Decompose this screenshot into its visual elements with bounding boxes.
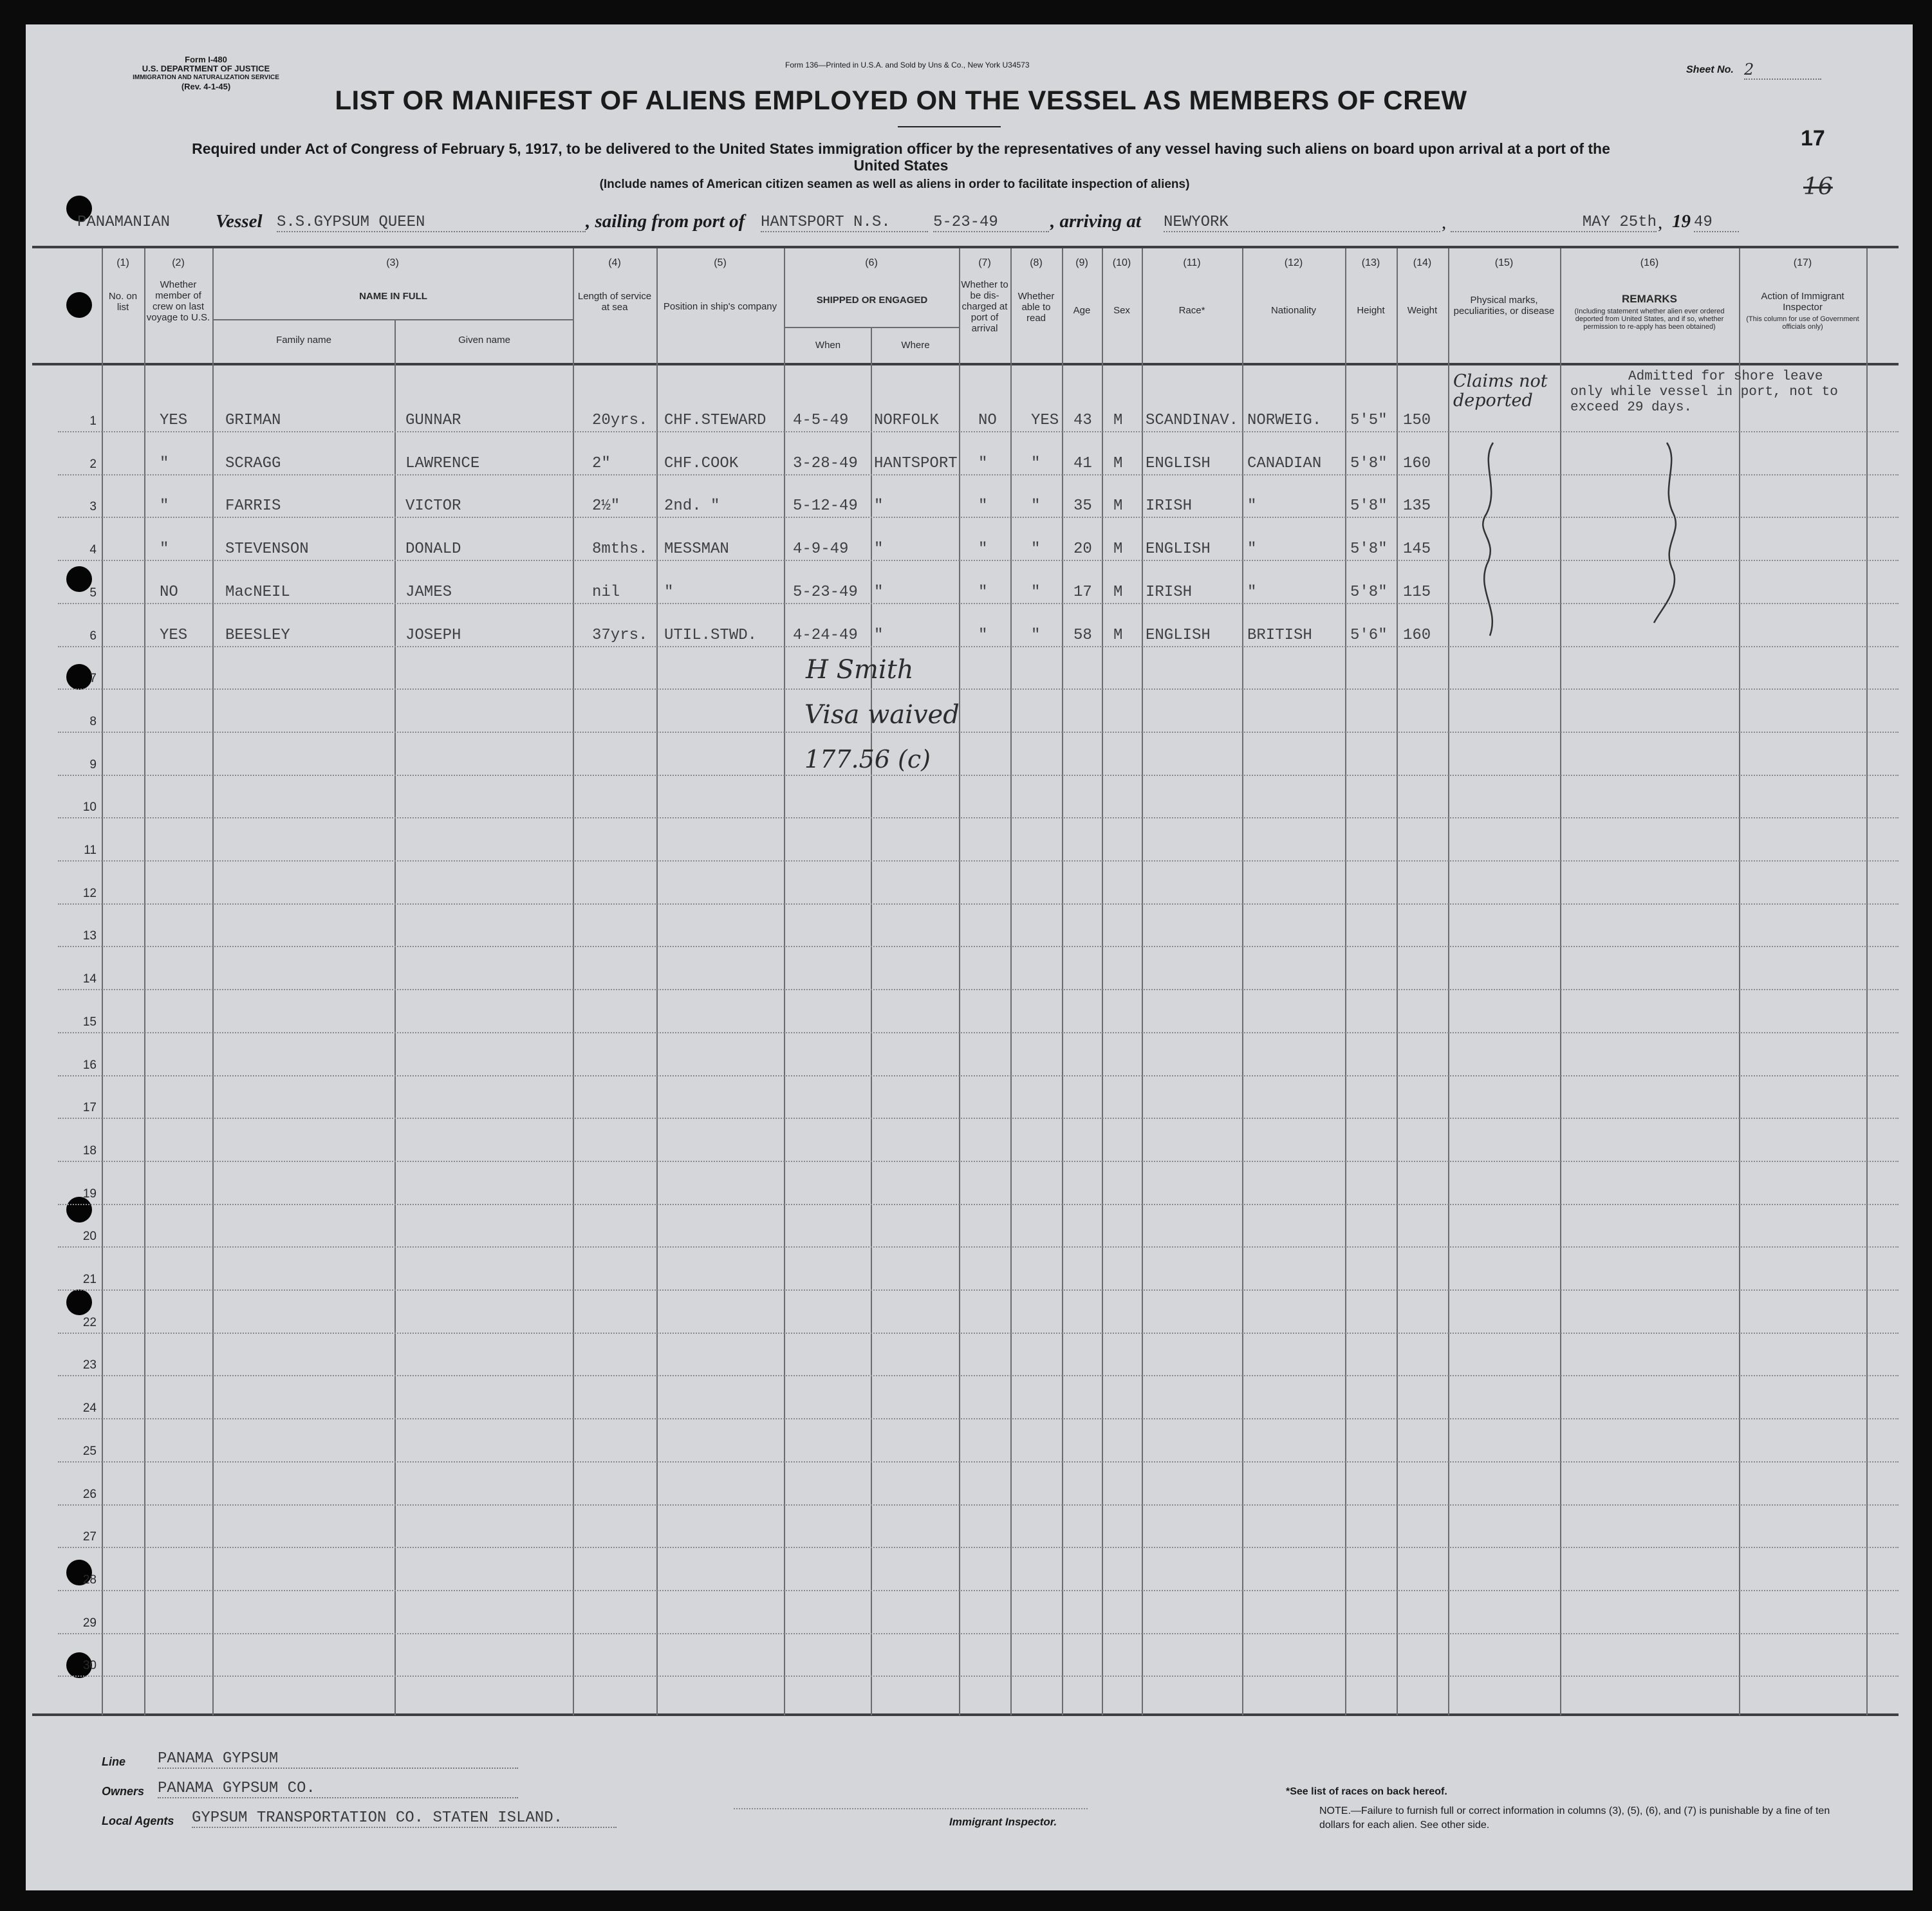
column-divider xyxy=(573,248,574,1715)
crew-when-cell: 5-12-49 xyxy=(793,497,858,515)
sheet-number: 2 xyxy=(1744,60,1821,80)
crew-read-cell: " xyxy=(1031,626,1041,644)
crew-given-cell: GUNNAR xyxy=(405,412,461,429)
header-no-on-list: No. on list xyxy=(108,291,138,313)
sailing-port: HANTSPORT N.S. xyxy=(761,214,928,232)
row-rule xyxy=(58,431,1899,432)
col-num: (11) xyxy=(1183,257,1201,268)
crew-service-cell: 37yrs. xyxy=(592,626,648,644)
column-divider xyxy=(1142,248,1143,1715)
arrival-date: MAY 25th xyxy=(1451,214,1657,232)
crew-height-cell: 5'8" xyxy=(1350,540,1388,559)
crew-sex-cell: M xyxy=(1113,454,1123,472)
col-num: (14) xyxy=(1413,257,1432,268)
line-number: 24 xyxy=(82,1401,97,1416)
crew-when-cell: 4-5-49 xyxy=(793,412,849,429)
row-rule xyxy=(58,1161,1899,1162)
inspector-signature-line xyxy=(734,1808,1088,1809)
crew-position-cell: " xyxy=(664,583,674,601)
crew-nationality-cell: " xyxy=(1247,497,1257,515)
column-divider xyxy=(144,248,145,1715)
crew-where-cell: " xyxy=(874,540,884,559)
race-note: *See list of races on back hereof. xyxy=(1286,1786,1447,1797)
crew-race-cell: ENGLISH xyxy=(1146,540,1211,559)
crew-family-cell: SCRAGG xyxy=(225,454,281,472)
crew-height-cell: 5'8" xyxy=(1350,497,1388,515)
vessel-label: Vessel xyxy=(216,211,263,232)
brace-mark xyxy=(1474,436,1512,642)
line-number: 11 xyxy=(84,844,97,857)
line-number: 25 xyxy=(82,1444,97,1458)
line-number: 28 xyxy=(82,1573,97,1587)
vessel-flag: PANAMANIAN xyxy=(77,214,171,231)
crew-discharged-cell: " xyxy=(978,454,988,472)
arrival-year: 49 xyxy=(1694,214,1739,232)
table-top-rule xyxy=(32,246,1899,248)
punch-hole xyxy=(66,1289,92,1315)
crew-family-cell: FARRIS xyxy=(225,497,281,515)
line-number: 1 xyxy=(89,414,97,428)
crew-member-cell: YES xyxy=(160,626,188,644)
crew-weight-cell: 160 xyxy=(1403,626,1431,644)
line-number: 2 xyxy=(89,457,97,471)
row-rule xyxy=(58,517,1899,518)
line-number: 20 xyxy=(82,1230,97,1244)
sheet-label: Sheet No. xyxy=(1686,64,1734,75)
crew-weight-cell: 150 xyxy=(1403,412,1431,429)
row-rule xyxy=(58,1375,1899,1376)
crew-discharged-cell: " xyxy=(978,626,988,644)
crew-nationality-cell: BRITISH xyxy=(1247,626,1312,644)
crew-sex-cell: M xyxy=(1113,583,1123,601)
header-physical-marks: Physical marks, peculiarities, or disease xyxy=(1453,295,1555,317)
crew-when-cell: 3-28-49 xyxy=(793,454,858,472)
col-num: (15) xyxy=(1494,257,1514,268)
col-num: (5) xyxy=(714,257,727,268)
crew-position-cell: CHF.COOK xyxy=(664,454,739,472)
line-number: 6 xyxy=(89,629,97,643)
col-num: (2) xyxy=(172,257,185,268)
col-num: (4) xyxy=(608,257,621,268)
comma: , xyxy=(1442,212,1447,233)
column-divider xyxy=(871,328,872,1715)
arriving-label: , arriving at xyxy=(1050,211,1141,232)
crew-when-cell: 4-9-49 xyxy=(793,540,849,559)
col-num: (3) xyxy=(386,257,399,268)
crew-race-cell: SCANDINAV. xyxy=(1146,412,1239,429)
crew-read-cell: " xyxy=(1031,454,1041,472)
year-prefix: 19 xyxy=(1672,211,1691,232)
subtitle: Required under Act of Congress of February 5, 1917, to be delivered to the United States immigration officer by the representatives of any vessel having such aliens on board upon arrival at a port of the United States xyxy=(192,140,1610,174)
row-rule xyxy=(58,1418,1899,1419)
row-rule xyxy=(58,688,1899,690)
row-rule xyxy=(58,775,1899,776)
crew-where-cell: " xyxy=(874,583,884,601)
crew-read-cell: YES xyxy=(1031,412,1059,429)
brace-mark xyxy=(1648,436,1686,629)
crew-family-cell: BEESLEY xyxy=(225,626,290,644)
punch-hole xyxy=(66,292,92,318)
crew-when-cell: 5-23-49 xyxy=(793,583,858,601)
row-rule xyxy=(58,1289,1899,1291)
form-number: Form I-480 xyxy=(185,55,227,64)
crew-age-cell: 58 xyxy=(1073,626,1092,644)
inspector-label: Immigrant Inspector. xyxy=(949,1816,1057,1828)
crew-position-cell: MESSMAN xyxy=(664,540,729,559)
crew-member-cell: " xyxy=(160,454,169,472)
crew-weight-cell: 145 xyxy=(1403,540,1431,559)
crew-position-cell: UTIL.STWD. xyxy=(664,626,757,644)
row-rule xyxy=(58,732,1899,733)
row-rule xyxy=(58,1590,1899,1591)
crew-discharged-cell: NO xyxy=(978,412,997,429)
crew-family-cell: MacNEIL xyxy=(225,583,290,601)
row-rule xyxy=(58,817,1899,818)
line-number: 3 xyxy=(89,500,97,514)
row-rule xyxy=(58,1461,1899,1463)
row-rule xyxy=(58,1204,1899,1205)
manifest-sheet xyxy=(26,24,1913,1890)
arrival-port: NEWYORK xyxy=(1164,214,1440,232)
column-divider xyxy=(1739,248,1740,1715)
row-rule xyxy=(58,646,1899,647)
col-num: (7) xyxy=(978,257,991,268)
line-number: 12 xyxy=(82,886,97,900)
crew-member-cell: NO xyxy=(160,583,178,601)
crew-race-cell: ENGLISH xyxy=(1146,454,1211,472)
col-num: (12) xyxy=(1284,257,1303,268)
crew-given-cell: JOSEPH xyxy=(405,626,461,644)
header-name-in-full: NAME IN FULL xyxy=(359,291,427,302)
crew-given-cell: JAMES xyxy=(405,583,452,601)
agents-label: Local Agents xyxy=(102,1814,174,1827)
col-num: (6) xyxy=(865,257,878,268)
crew-read-cell: " xyxy=(1031,497,1041,515)
department: U.S. DEPARTMENT OF JUSTICE xyxy=(142,64,270,73)
crew-given-cell: DONALD xyxy=(405,540,461,559)
header-given-name: Given name xyxy=(458,335,510,346)
title-rule xyxy=(898,126,1001,127)
owners-label: Owners xyxy=(102,1785,145,1798)
column-divider xyxy=(1560,248,1561,1715)
crew-family-cell: STEVENSON xyxy=(225,540,309,559)
line-number: 7 xyxy=(89,672,97,686)
row-rule xyxy=(58,1547,1899,1548)
crew-discharged-cell: " xyxy=(978,583,988,601)
crew-service-cell: 8mths. xyxy=(592,540,648,559)
line-number: 15 xyxy=(82,1015,97,1029)
table-bottom-rule xyxy=(32,1713,1899,1716)
crew-service-cell: 20yrs. xyxy=(592,412,648,429)
header-family-name: Family name xyxy=(276,335,331,346)
line-number: 26 xyxy=(82,1487,97,1501)
header-position: Position in ship's company xyxy=(663,301,777,312)
crew-where-cell: " xyxy=(874,626,884,644)
line-number: 9 xyxy=(89,757,97,771)
revision: (Rev. 4-1-45) xyxy=(181,82,231,91)
crew-member-cell: " xyxy=(160,540,169,559)
sailing-label: , sailing from port of xyxy=(586,211,745,232)
crew-height-cell: 5'6" xyxy=(1350,626,1388,644)
header-able-read: Whether able to read xyxy=(1017,291,1055,324)
col-num: (8) xyxy=(1030,257,1043,268)
handwritten-claims-note: Claims not deported xyxy=(1453,371,1548,411)
row-rule xyxy=(58,474,1899,475)
crew-family-cell: GRIMAN xyxy=(225,412,281,429)
crew-read-cell: " xyxy=(1031,540,1041,559)
crew-weight-cell: 115 xyxy=(1403,583,1431,601)
crew-read-cell: " xyxy=(1031,583,1041,601)
comma: , xyxy=(1658,212,1663,233)
crew-race-cell: ENGLISH xyxy=(1146,626,1211,644)
line-number: 21 xyxy=(82,1273,97,1286)
crew-position-cell: 2nd. " xyxy=(664,497,720,515)
crew-weight-cell: 135 xyxy=(1403,497,1431,515)
crew-age-cell: 17 xyxy=(1073,583,1092,601)
row-rule xyxy=(58,1333,1899,1334)
row-rule xyxy=(58,1118,1899,1119)
crew-where-cell: HANTSPORT xyxy=(874,454,958,472)
crew-given-cell: LAWRENCE xyxy=(405,454,480,472)
column-divider xyxy=(656,248,658,1715)
owners-value: PANAMA GYPSUM CO. xyxy=(158,1780,518,1798)
header-bottom-rule xyxy=(32,363,1899,365)
row-rule xyxy=(58,860,1899,862)
line-number: 17 xyxy=(82,1101,97,1115)
crew-position-cell: CHF.STEWARD xyxy=(664,412,766,429)
col-num: (17) xyxy=(1793,257,1812,268)
row-rule xyxy=(58,903,1899,905)
page-number-struck: 16 xyxy=(1803,174,1833,200)
col-num: (10) xyxy=(1112,257,1131,268)
crew-when-cell: 4-24-49 xyxy=(793,626,858,644)
line-number: 23 xyxy=(82,1358,97,1372)
page-title: LIST OR MANIFEST OF ALIENS EMPLOYED ON THE VESSEL AS MEMBERS OF CREW xyxy=(335,85,1467,115)
handwritten-section-note: 177.56 (c) xyxy=(804,745,931,773)
header-sex: Sex xyxy=(1113,305,1130,316)
line-number: 5 xyxy=(89,586,97,600)
crew-age-cell: 43 xyxy=(1073,412,1092,429)
crew-nationality-cell: NORWEIG. xyxy=(1247,412,1322,429)
crew-service-cell: 2½" xyxy=(592,497,620,515)
crew-height-cell: 5'5" xyxy=(1350,412,1388,429)
line-number: 19 xyxy=(82,1186,97,1201)
column-divider xyxy=(1866,248,1868,1715)
header-nationality: Nationality xyxy=(1270,305,1317,316)
crew-race-cell: IRISH xyxy=(1146,583,1193,601)
crew-service-cell: nil xyxy=(592,583,620,601)
col-num: (16) xyxy=(1640,257,1659,268)
line-number: 18 xyxy=(82,1143,97,1158)
fine-note: NOTE.—Failure to furnish full or correct information in columns (3), (5), (6), and (7) is punishable by a fine of ten dollars for each alien. See other side. xyxy=(1319,1805,1830,1831)
crew-race-cell: IRISH xyxy=(1146,497,1193,515)
row-rule xyxy=(58,603,1899,604)
line-number: 16 xyxy=(82,1058,97,1072)
header-shipped-engaged: SHIPPED OR ENGAGED xyxy=(816,295,928,306)
header-when: When xyxy=(815,340,841,351)
line-number: 4 xyxy=(89,543,97,557)
header-discharged: Whether to be dis-charged at port of arrival xyxy=(961,279,1008,334)
row-rule xyxy=(58,1075,1899,1076)
row-rule xyxy=(58,1032,1899,1033)
name-subrule xyxy=(214,319,573,320)
line-number: 10 xyxy=(82,800,97,815)
line-number: 22 xyxy=(82,1315,97,1329)
column-divider xyxy=(395,320,396,1715)
header-race: Race* xyxy=(1178,305,1205,316)
crew-sex-cell: M xyxy=(1113,540,1123,559)
row-rule xyxy=(58,946,1899,947)
vessel-name: S.S.GYPSUM QUEEN xyxy=(277,214,586,232)
crew-sex-cell: M xyxy=(1113,497,1123,515)
row-rule xyxy=(58,1246,1899,1248)
col-num: (9) xyxy=(1075,257,1088,268)
line-number: 29 xyxy=(82,1616,97,1630)
printer-note: Form 136—Printed in U.S.A. and Sold by Uns & Co., New York U34573 xyxy=(785,60,1030,69)
column-divider xyxy=(1345,248,1346,1715)
header-remarks: REMARKS xyxy=(1622,293,1677,305)
header-action-note: (This column for use of Government officials only) xyxy=(1746,315,1859,331)
line-number: 14 xyxy=(82,972,97,986)
header-weight: Weight xyxy=(1407,305,1438,316)
header-crew-last-voyage: Whether member of crew on last voyage to U.S. xyxy=(146,279,210,323)
agents-value: GYPSUM TRANSPORTATION CO. STATEN ISLAND. xyxy=(192,1809,617,1828)
row-rule xyxy=(58,989,1899,990)
crew-discharged-cell: " xyxy=(978,540,988,559)
crew-member-cell: " xyxy=(160,497,169,515)
include-note: (Include names of American citizen seamen as well as aliens in order to facilitate inspection of aliens) xyxy=(599,178,1190,191)
handwritten-visa-note: Visa waived xyxy=(804,700,960,730)
crew-nationality-cell: " xyxy=(1247,540,1257,559)
handwritten-inspector-signature: H Smith xyxy=(806,655,914,685)
column-divider xyxy=(1242,248,1243,1715)
crew-height-cell: 5'8" xyxy=(1350,583,1388,601)
remarks-text: Admitted for shore leave only while vessel in port, not to exceed 29 days. xyxy=(1570,369,1838,415)
row-rule xyxy=(58,1504,1899,1506)
col-num: (1) xyxy=(116,257,129,268)
line-number: 8 xyxy=(89,714,97,728)
row-rule xyxy=(58,560,1899,561)
crew-age-cell: 41 xyxy=(1073,454,1092,472)
line-number: 30 xyxy=(82,1659,97,1673)
header-where: Where xyxy=(901,340,930,351)
row-rule xyxy=(58,1633,1899,1634)
line-number: 27 xyxy=(82,1530,97,1544)
line-number: 13 xyxy=(82,929,97,943)
crew-sex-cell: M xyxy=(1113,412,1123,429)
crew-weight-cell: 160 xyxy=(1403,454,1431,472)
crew-height-cell: 5'8" xyxy=(1350,454,1388,472)
crew-sex-cell: M xyxy=(1113,626,1123,644)
crew-where-cell: " xyxy=(874,497,884,515)
header-action-inspector: Action of Immigrant Inspector xyxy=(1761,291,1844,313)
crew-nationality-cell: CANADIAN xyxy=(1247,454,1322,472)
column-divider xyxy=(102,248,103,1715)
header-height: Height xyxy=(1357,305,1385,316)
crew-service-cell: 2" xyxy=(592,454,611,472)
crew-where-cell: NORFOLK xyxy=(874,412,939,429)
crew-given-cell: VICTOR xyxy=(405,497,461,515)
crew-age-cell: 35 xyxy=(1073,497,1092,515)
sailing-date: 5-23-49 xyxy=(933,214,1049,232)
shipped-subrule xyxy=(785,327,959,328)
line-value: PANAMA GYPSUM xyxy=(158,1750,518,1769)
service: IMMIGRATION AND NATURALIZATION SERVICE xyxy=(133,74,279,81)
header-length-service: Length of service at sea xyxy=(577,291,652,313)
header-remarks-note: (Including statement whether alien ever ordered deported from United States, and if so, whether permission to re-apply has been obtained) xyxy=(1574,308,1725,331)
column-divider xyxy=(1448,248,1449,1715)
line-label: Line xyxy=(102,1755,126,1768)
col-num: (13) xyxy=(1361,257,1380,268)
column-divider xyxy=(784,248,785,1715)
row-rule xyxy=(58,1676,1899,1677)
crew-member-cell: YES xyxy=(160,412,188,429)
crew-age-cell: 20 xyxy=(1073,540,1092,559)
crew-discharged-cell: " xyxy=(978,497,988,515)
page-number: 17 xyxy=(1801,126,1825,151)
crew-nationality-cell: " xyxy=(1247,583,1257,601)
header-age: Age xyxy=(1073,305,1091,316)
